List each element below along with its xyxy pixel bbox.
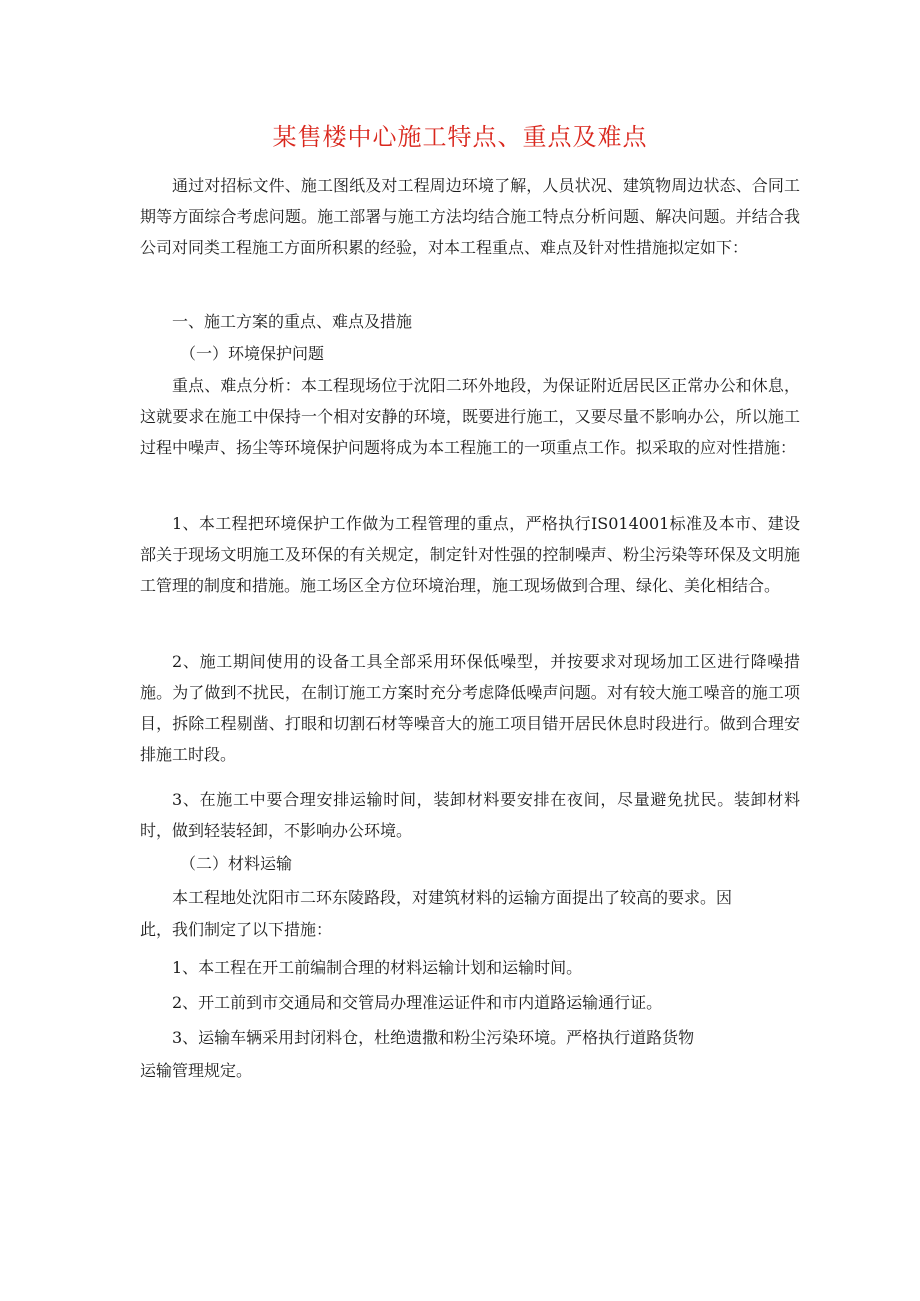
intro-paragraph: 通过对招标文件、施工图纸及对工程周边环境了解，人员状况、建筑物周边状态、合同工期等方面综合考虑问题。施工部署与施工方法均结合施工特点分析问题、解决问题。并结合我公司对同类工程施工方面所积累的经验，对本工程重点、难点及针对性措施拟定如下： — [140, 176, 800, 257]
transport-measure-3-line-1: 3、运输车辆采用封闭料仓，杜绝遗撒和粉尘污染环境。严格执行道路货物 — [172, 1028, 695, 1047]
measure-paragraph-3: 3、在施工中要合理安排运输时间，装卸材料要安排在夜间，尽量避免扰民。装卸材料时，做到轻装轻卸，不影响办公环境。 — [140, 790, 800, 840]
subsection-heading-environment: （一）环境保护问题 — [180, 344, 325, 363]
measure-paragraph-2: 2、施工期间使用的设备工具全部采用环保低噪型，并按要求对现场加工区进行降噪措施。为了做到不扰民，在制订施工方案时充分考虑降低噪声问题。对有较大施工噪音的施工项目，拆除工程剔凿、打眼和切割石材等噪音大的施工项目错开居民休息时段进行。做到合理安排施工时段。 — [140, 652, 800, 764]
section-heading-1: 一、施工方案的重点、难点及措施 — [172, 312, 413, 331]
transport-measure-2: 2、开工前到市交通局和交管局办理准运证件和市内道路运输通行证。 — [172, 993, 663, 1012]
transport-measure-3-line-2: 运输管理规定。 — [140, 1061, 253, 1080]
subsection-heading-transport: （二）材料运输 — [180, 854, 293, 873]
transport-intro-line-1: 本工程地处沈阳市二环东陵路段，对建筑材料的运输方面提出了较高的要求。因 — [172, 888, 733, 907]
transport-measure-1: 1、本工程在开工前编制合理的材料运输计划和运输时间。 — [172, 958, 583, 977]
measure-paragraph-1: 1、本工程把环境保护工作做为工程管理的重点，严格执行IS014001标准及本市、建设部关于现场文明施工及环保的有关规定，制定针对性强的控制噪声、粉尘污染等环保及文明施工管理的制度和措施。施工场区全方位环境治理，施工现场做到合理、绿化、美化相结合。 — [140, 514, 800, 595]
document-title: 某售楼中心施工特点、重点及难点 — [272, 123, 648, 151]
transport-intro-line-2: 此，我们制定了以下措施： — [140, 920, 333, 939]
analysis-paragraph: 重点、难点分析：本工程现场位于沈阳二环外地段，为保证附近居民区正常办公和休息，这就要求在施工中保持一个相对安静的环境，既要进行施工，又要尽量不影响办公，所以施工过程中噪声、扬尘等环境保护问题将成为本工程施工的一项重点工作。拟采取的应对性措施： — [140, 376, 800, 457]
